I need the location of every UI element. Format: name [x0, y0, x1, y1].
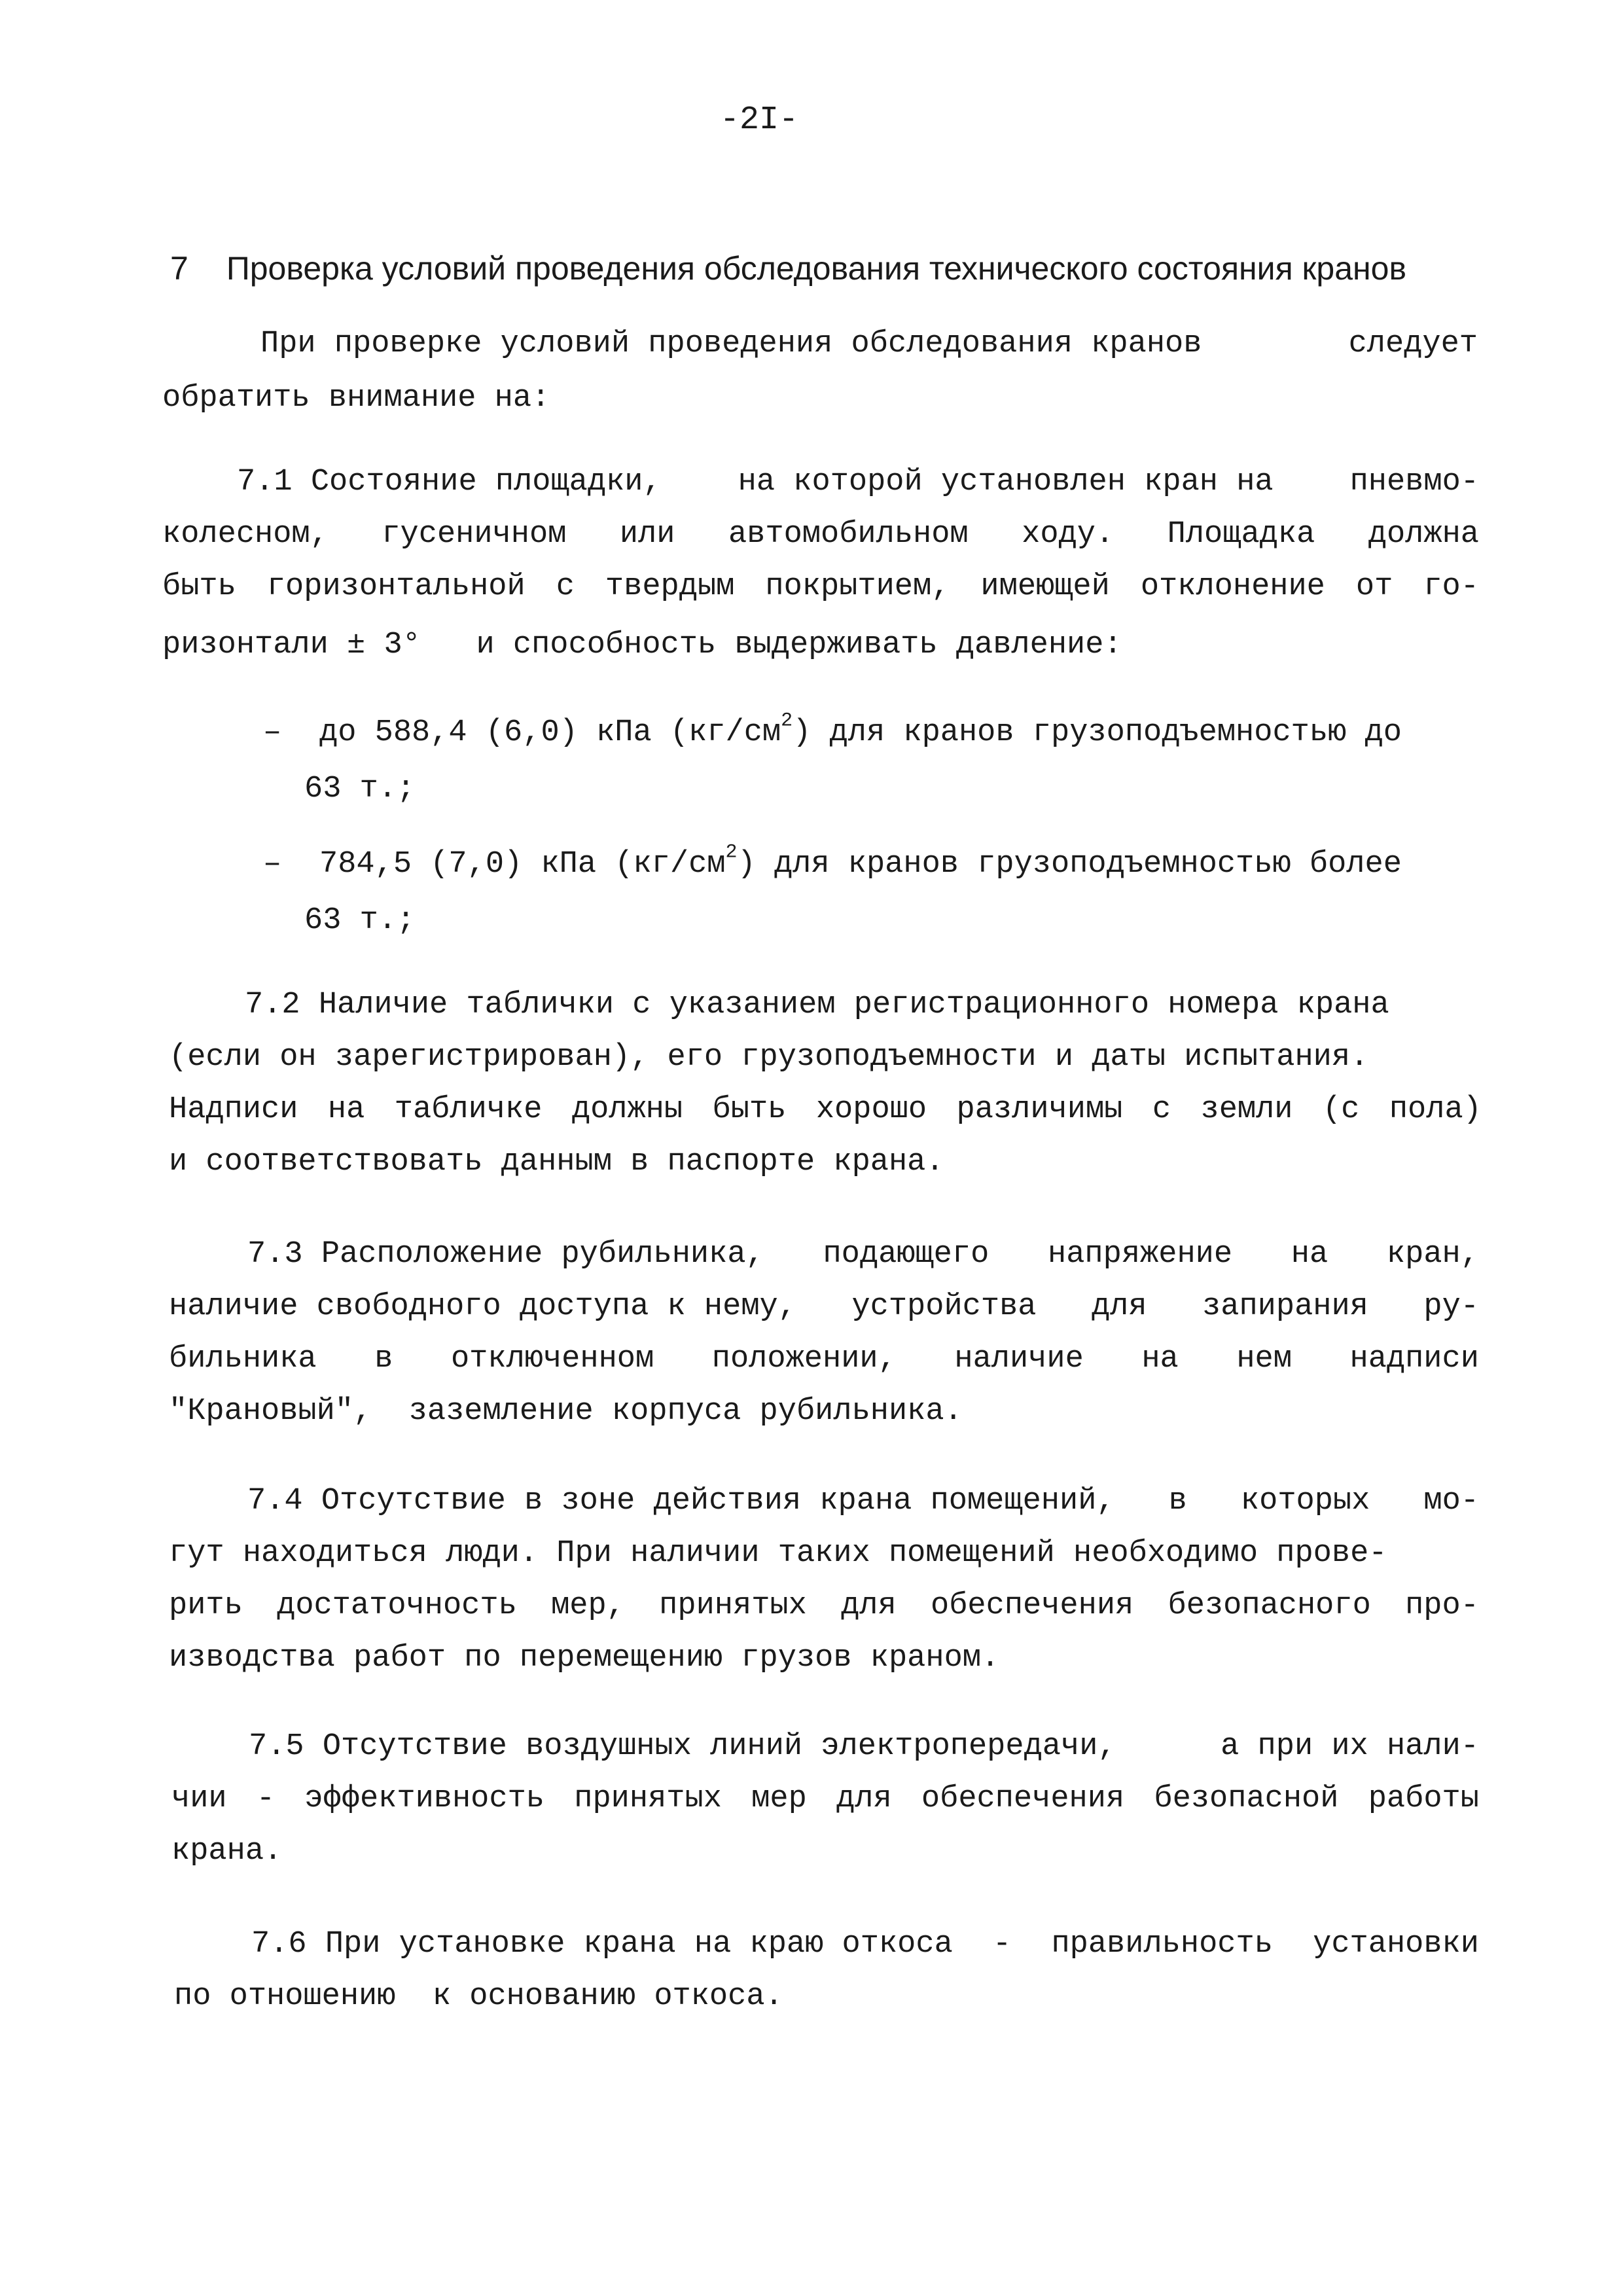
text-segment: твердым [605, 569, 735, 604]
text-segment: - [256, 1782, 276, 1816]
text-segment: положении, [711, 1342, 897, 1376]
list-item-2-line-1 [319, 841, 1402, 882]
text-segment: отключенном [450, 1342, 654, 1376]
para-7-4-line-4: изводства работ по перемещению грузов краном. [169, 1641, 1000, 1676]
text-segment: а при их нали- [1221, 1729, 1479, 1764]
intro-line-1 [260, 329, 1478, 359]
list-item-1-line-2: 63 т.; [304, 772, 416, 806]
para-7-3-line-4: "Крановый", заземление корпуса рубильника. [169, 1394, 963, 1429]
text-segment: на [1291, 1237, 1329, 1272]
text-segment: мер, [551, 1588, 625, 1623]
text-segment: мо- [1423, 1484, 1479, 1518]
para-7-2-line-4: и соответствовать данным в паспорте крана. [169, 1145, 944, 1179]
text-segment: должны [571, 1092, 683, 1127]
superscript-2: 2 [725, 841, 738, 864]
page-number: -2I- [720, 101, 799, 139]
text-segment: рить [169, 1588, 243, 1623]
text-segment: пневмо- [1349, 465, 1479, 499]
text-segment: нем [1236, 1342, 1292, 1376]
text-segment: горизонтальной [266, 569, 526, 604]
para-7-5-line-3: крана. [171, 1834, 283, 1869]
text-segment: которых [1240, 1484, 1370, 1518]
text-segment: в [1168, 1484, 1187, 1518]
text-segment: быть [162, 569, 236, 604]
intro-line-2: обратить внимание на: [162, 381, 550, 416]
text-segment: должна [1368, 517, 1479, 552]
text-segment: запирания [1202, 1289, 1368, 1324]
text-segment: различимы [956, 1092, 1123, 1127]
para-7-3-line-2 [169, 1291, 1479, 1322]
text-segment: - [993, 1927, 1012, 1962]
text-segment: При проверке условий проведения обследования кранов [260, 327, 1202, 361]
text-segment: наличие свободного доступа к нему, [169, 1289, 796, 1324]
para-7-1-line-1 [237, 467, 1479, 497]
superscript-2: 2 [781, 709, 793, 732]
text-segment: установки [1313, 1927, 1479, 1962]
text-segment: автомобильном [728, 517, 969, 552]
text-segment: надписи [1349, 1342, 1479, 1376]
text-segment: (с [1322, 1092, 1360, 1127]
list-item-1-line-1 [319, 709, 1402, 750]
text-segment: эффективность [304, 1782, 545, 1816]
text-segment: или [619, 517, 675, 552]
text-segment: ходу. [1022, 517, 1115, 552]
text-segment: от [1355, 569, 1393, 604]
text-segment: мер [751, 1782, 807, 1816]
list-item-2-text-b: ) для кранов грузоподъемностью более [737, 847, 1402, 882]
text-segment: колесном, [162, 517, 329, 552]
para-7-3-line-3 [169, 1344, 1479, 1374]
text-segment: хорошо [815, 1092, 927, 1127]
para-7-6-line-2: по отношению к основанию откоса. [174, 1979, 783, 2014]
para-7-6-line-1 [251, 1929, 1479, 1960]
text-segment: быть [712, 1092, 787, 1127]
text-segment: принятых [574, 1782, 722, 1816]
text-segment: в [374, 1342, 393, 1376]
para-7-1-line-4: ризонтали ± 3° и способность выдерживать давление: [162, 628, 1122, 662]
text-segment: на [327, 1092, 365, 1127]
list-dash-1: – [263, 715, 282, 750]
list-item-2-line-2: 63 т.; [304, 903, 416, 938]
text-segment: работы [1368, 1782, 1479, 1816]
para-7-4-line-1 [247, 1486, 1479, 1516]
text-segment: 7.5 Отсутствие воздушных линий электропередачи, [249, 1729, 1116, 1764]
text-segment: для [1091, 1289, 1147, 1324]
text-segment: безопасной [1154, 1782, 1339, 1816]
text-segment: напряжение [1048, 1237, 1233, 1272]
section-heading [170, 252, 1406, 285]
para-7-2-line-2: (если он зарегистрирован), его грузоподъемности и даты испытания. [169, 1040, 1369, 1075]
text-segment: чии [171, 1782, 227, 1816]
text-segment: гусеничном [382, 517, 567, 552]
text-segment: наличие [954, 1342, 1084, 1376]
text-segment: для [841, 1588, 897, 1623]
para-7-1-line-2 [162, 519, 1479, 550]
text-segment: про- [1405, 1588, 1479, 1623]
text-segment: для [836, 1782, 892, 1816]
text-segment: устройства [851, 1289, 1037, 1324]
text-segment: подающего [823, 1237, 990, 1272]
text-segment: с [1152, 1092, 1171, 1127]
para-7-3-line-1 [247, 1239, 1479, 1270]
text-segment: на которой установлен кран на [738, 465, 1274, 499]
list-item-1-text-a: до 588,4 (6,0) кПа (кг/см [319, 715, 781, 750]
para-7-2-line-1: 7.2 Наличие таблички с указанием регистрационного номера крана [245, 988, 1389, 1022]
para-7-1-line-3 [162, 571, 1479, 602]
text-segment: отклонение [1140, 569, 1325, 604]
text-segment: имеющей [980, 569, 1110, 604]
text-segment: обеспечения [921, 1782, 1125, 1816]
text-segment: 7.6 При установке крана на краю откоса [251, 1927, 953, 1962]
text-segment: на [1141, 1342, 1179, 1376]
text-segment: 7.3 Расположение рубильника, [247, 1237, 764, 1272]
text-segment: пола) [1389, 1092, 1482, 1127]
text-segment: безопасного [1168, 1588, 1371, 1623]
para-7-2-line-3 [169, 1094, 1482, 1125]
list-item-2-text-a: 784,5 (7,0) кПа (кг/см [319, 847, 726, 882]
text-segment: с [556, 569, 575, 604]
text-segment: Площадка [1167, 517, 1315, 552]
text-segment: принятых [659, 1588, 807, 1623]
para-7-5-line-2 [171, 1784, 1479, 1814]
para-7-4-line-3 [169, 1590, 1479, 1621]
text-segment: земли [1200, 1092, 1293, 1127]
section-title: Проверка условий проведения обследования технического состояния кранов [226, 250, 1407, 287]
para-7-4-line-2: гут находиться люди. При наличии таких помещений необходимо прове- [169, 1536, 1387, 1571]
text-segment: правильность [1051, 1927, 1273, 1962]
section-number: 7 [170, 250, 188, 287]
list-item-1-text-b: ) для кранов грузоподъемностью до [793, 715, 1402, 750]
list-dash-2: – [263, 847, 282, 882]
text-segment: обеспечения [931, 1588, 1134, 1623]
para-7-5-line-1 [249, 1731, 1479, 1762]
text-segment: Надписи [169, 1092, 298, 1127]
text-segment: 7.4 Отсутствие в зоне действия крана помещений, [247, 1484, 1115, 1518]
text-segment: табличке [394, 1092, 543, 1127]
text-segment: 7.1 Состояние площадки, [237, 465, 662, 499]
text-segment: кран, [1386, 1237, 1479, 1272]
text-segment: достаточность [277, 1588, 517, 1623]
text-segment: покрытием, [765, 569, 950, 604]
text-segment: ру- [1423, 1289, 1479, 1324]
text-segment: го- [1423, 569, 1479, 604]
text-segment: бильника [169, 1342, 317, 1376]
text-segment: следует [1348, 327, 1478, 361]
